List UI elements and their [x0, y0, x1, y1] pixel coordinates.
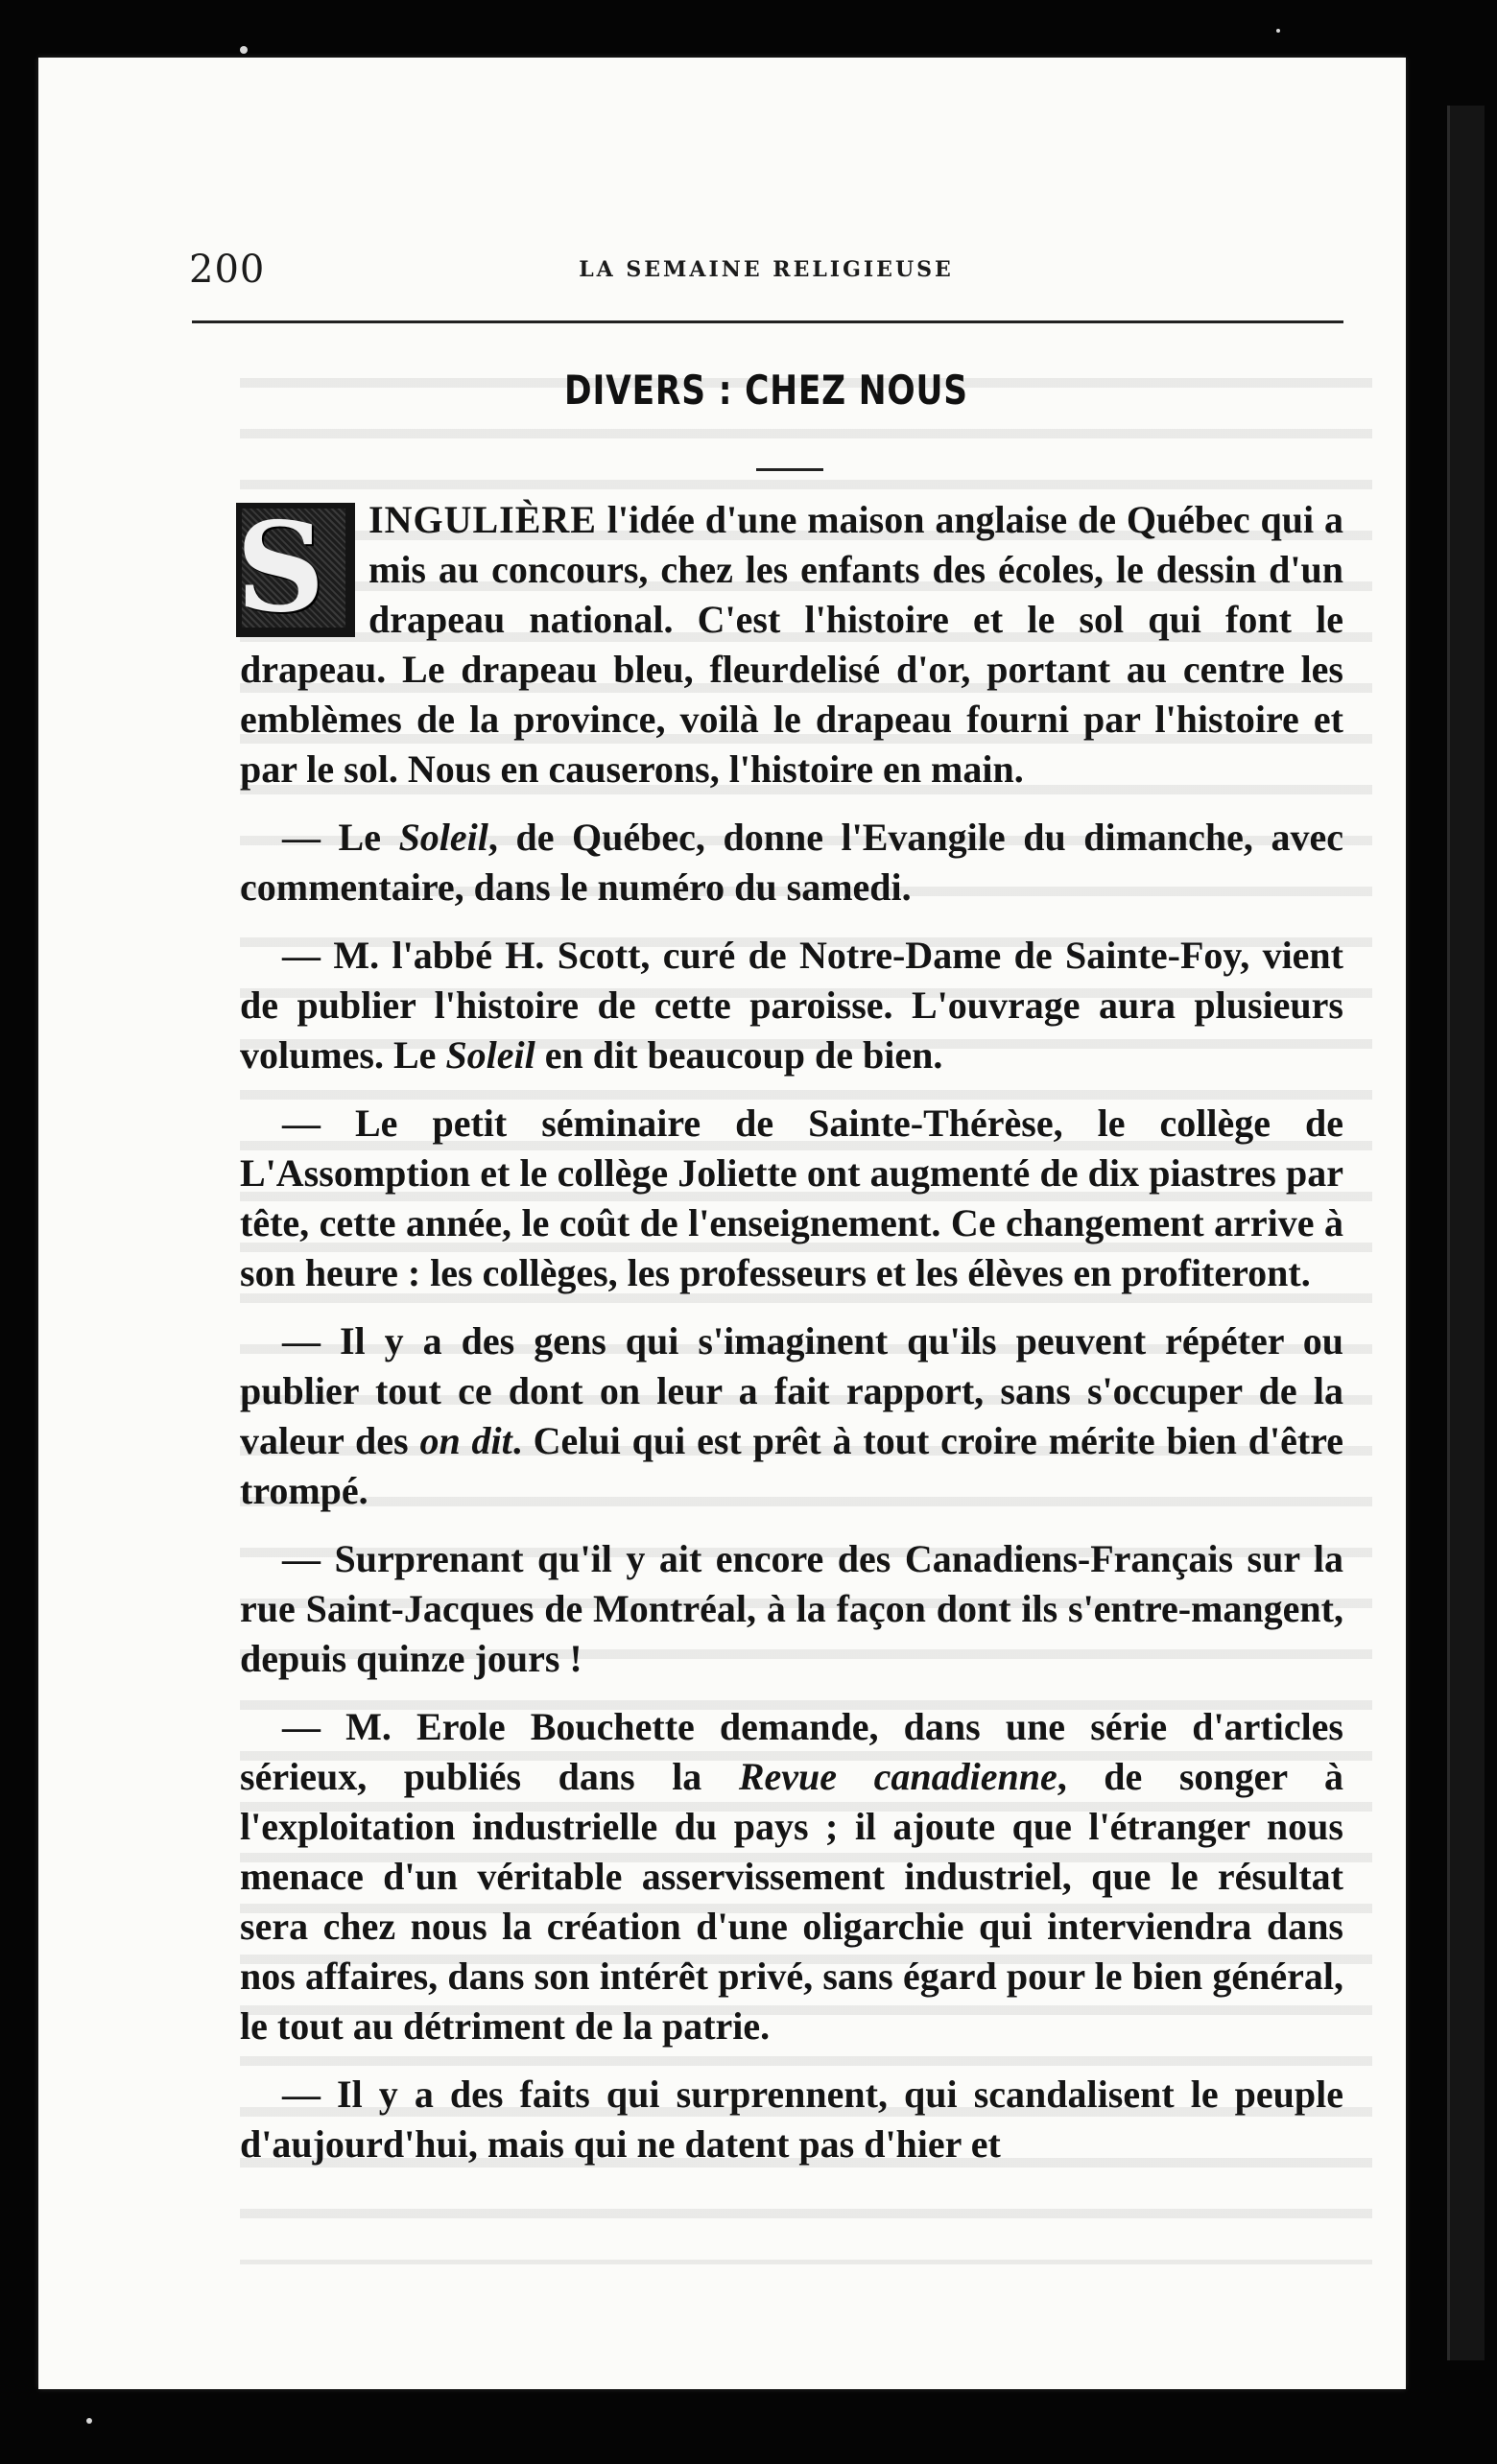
- article-body: [236, 495, 1344, 2188]
- paragraph-3-italic: Soleil: [445, 1033, 535, 1077]
- dust-speck: [240, 46, 248, 54]
- paragraph-8: — Il y a des faits qui surprennent, qui scandalisent le peuple d'aujourd'hui, mais qui ne datent pas d'hier et: [240, 2073, 1343, 2166]
- opening-word: INGULIÈRE: [368, 498, 597, 541]
- paragraph-5-italic: on dit: [419, 1419, 512, 1462]
- running-head: LA SEMAINE RELIGIEUSE: [579, 257, 954, 282]
- dropcap: [236, 496, 355, 640]
- section-title: DIVERS : CHEZ NOUS: [564, 367, 968, 414]
- paragraph-5: [240, 1316, 1343, 1516]
- paragraph-3-text-b: en dit beaucoup de bien.: [535, 1033, 943, 1077]
- adjacent-page-edge: [1447, 106, 1485, 2360]
- paragraph-7-text-a: — M. Erole Bouchette demande, dans une série d'articles sérieux, publiés dans la: [240, 1705, 1343, 1798]
- dust-speck: [1276, 29, 1280, 33]
- paragraph-3: [240, 931, 1343, 1080]
- paragraph-7: [240, 1702, 1343, 2051]
- paragraph-2: [240, 813, 1343, 912]
- paragraph-1-text: l'idée d'une maison anglaise de Québec qui a mis au concours, chez les enfants des écoles, le dessin d'un drapeau national. C'est l'histoire et le sol qui font le drapeau. Le drapeau bleu, fleurdelisé d'or, portant au centre les emblèmes de la province, voilà le drapeau fourni par l'histoire et par le sol. Nous en causerons, l'histoire en main.: [240, 498, 1343, 791]
- page-header: [189, 248, 1343, 292]
- paragraph-7-text-b: , de songer à l'exploitation industrielle du pays ; il ajoute que l'étranger nous menace d'un véritable asservissement industriel, que le résultat sera chez nous la création d'une oligarchie qui interviendra dans nos affaires, dans son intérêt privé, sans égard pour le bien général, le tout au détriment de la patrie.: [240, 1755, 1343, 2048]
- title-rule: [756, 468, 823, 471]
- paragraph-5-text-b: . Celui qui est prêt à tout croire mérite bien d'être trompé.: [240, 1419, 1343, 1512]
- paragraph-2-italic: Soleil: [398, 816, 488, 859]
- paragraph-4: — Le petit séminaire de Sainte-Thérèse, le collège de L'Assomption et le collège Joliette ont augmenté de dix piastres par tête, cette année, le coût de l'enseignement. Ce changement arrive à son heure : les collèges, les professeurs et les élèves en profiteront.: [240, 1102, 1343, 1294]
- paragraph-7-italic: Revue canadienne: [738, 1755, 1057, 1798]
- paragraph-5-text-a: — Il y a des gens qui s'imaginent qu'ils peuvent répéter ou publier tout ce dont on leur a fait rapport, sans s'occuper de la valeur des: [240, 1319, 1343, 1462]
- paragraph-6: — Surprenant qu'il y ait encore des Canadiens-Français sur la rue Saint-Jacques de Montréal, à la façon dont ils s'entre-mangent, depuis quinze jours !: [240, 1537, 1343, 1680]
- page-number: 200: [189, 248, 266, 292]
- paragraph-2-text-a: — Le: [282, 816, 399, 859]
- dust-speck: [86, 2418, 92, 2424]
- header-rule: [192, 320, 1343, 323]
- paragraph-2-text-b: , de Québec, donne l'Evangile du dimanche, avec commentaire, dans le numéro du samedi.: [240, 816, 1344, 909]
- dropcap-letter: S: [236, 496, 325, 640]
- paragraph-1: [236, 495, 1343, 794]
- paragraph-3-text-a: — M. l'abbé H. Scott, curé de Notre-Dame de Sainte-Foy, vient de publier l'histoire de cette paroisse. L'ouvrage aura plusieurs volumes. Le: [240, 934, 1343, 1077]
